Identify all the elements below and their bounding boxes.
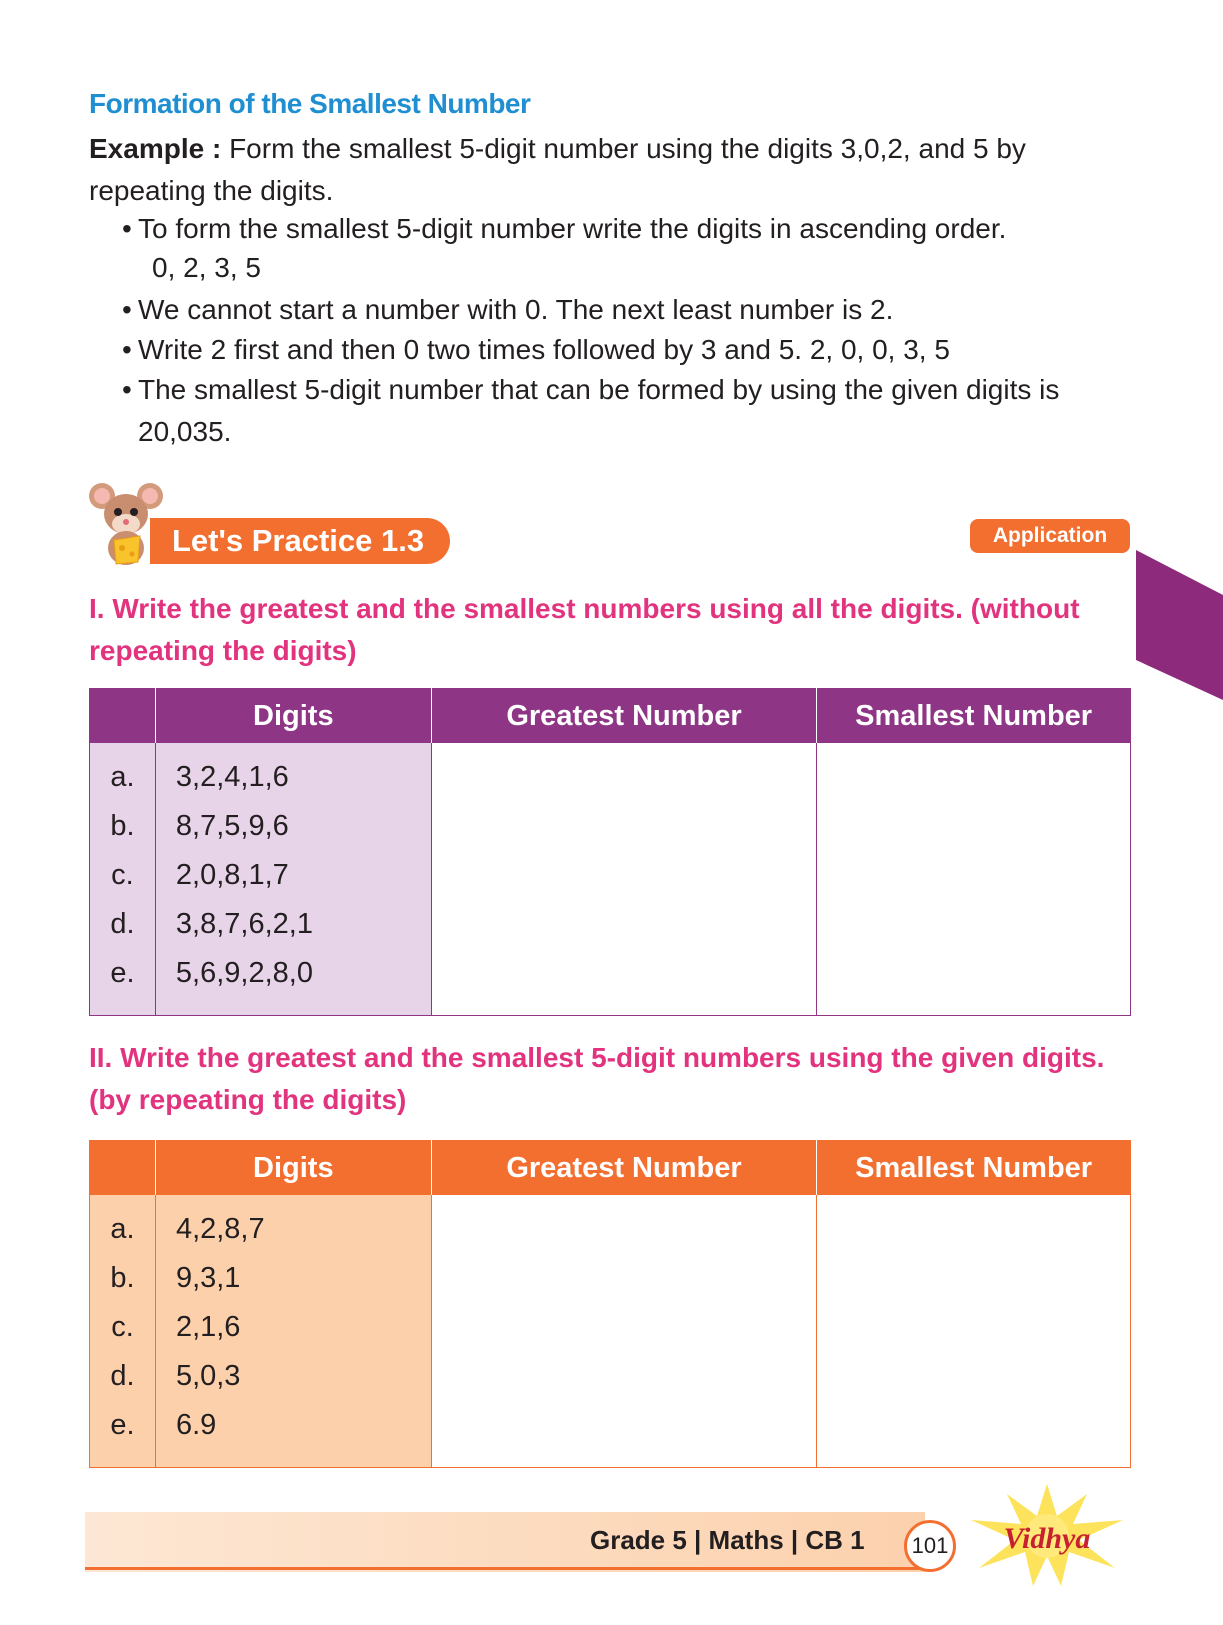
header-smallest-number: Smallest Number: [817, 1141, 1131, 1196]
row-label: a.: [110, 1213, 135, 1245]
digits-value: 6.9: [175, 1409, 217, 1441]
greatest-number-answer-cell[interactable]: [431, 1195, 817, 1468]
practice-title: Let's Practice 1.3: [150, 518, 450, 564]
digits-value: 4,2,8,7: [175, 1213, 265, 1245]
digits-value: 5,0,3: [175, 1360, 241, 1392]
question-1-text: I. Write the greatest and the smallest numbers using all the digits. (without repeating the digits): [89, 593, 1080, 666]
digits-value: 9,3,1: [175, 1262, 241, 1294]
header-greatest-number: Greatest Number: [431, 689, 817, 744]
bullet-item: • Write 2 first and then 0 two times followed by 3 and 5. 2, 0, 0, 3, 5: [122, 334, 950, 365]
digits-value: 3,2,4,1,6: [175, 761, 289, 793]
table-body-row: [90, 743, 1131, 1016]
example-text: Form the smallest 5-digit number using the digits 3,0,2, and 5 by repeating the digits.: [89, 133, 1026, 206]
question-1-table: [89, 688, 1131, 1016]
labels-cell: [90, 1195, 156, 1468]
smallest-number-answer-cell[interactable]: [817, 743, 1131, 1016]
example-label: Example :: [89, 133, 222, 164]
bullet-text: The smallest 5-digit number that can be formed by using the given digits is 20,035.: [138, 374, 1060, 447]
example-paragraph: [89, 128, 1139, 212]
header-greatest-number: Greatest Number: [431, 1141, 817, 1196]
digits-value: 8,7,5,9,6: [175, 810, 289, 842]
logo-wordmark: Vidhya: [1003, 1522, 1091, 1555]
header-digits: Digits: [155, 1141, 431, 1196]
row-label: c.: [111, 1311, 134, 1343]
bullet-text: Write 2 first and then 0 two times followed by 3 and 5. 2, 0, 0, 3, 5: [138, 334, 950, 365]
row-label: e.: [110, 957, 135, 989]
header-blank: [90, 1141, 156, 1196]
bullet-item: • The smallest 5-digit number that can be formed by using the given digits is 20,035.: [122, 374, 1060, 447]
section-heading: Formation of the Smallest Number: [89, 88, 531, 119]
row-label: b.: [110, 810, 135, 842]
digits-value: 2,0,8,1,7: [175, 859, 289, 891]
header-digits: Digits: [155, 689, 431, 744]
digits-value: 2,1,6: [175, 1311, 241, 1343]
ascending-digits: 0, 2, 3, 5: [152, 252, 261, 283]
page-number: 101: [904, 1520, 956, 1572]
digits-cell: [155, 743, 431, 1016]
digits-cell: [155, 1195, 431, 1468]
bullet-item: • We cannot start a number with 0. The next least number is 2.: [122, 294, 894, 325]
question-2-table: [89, 1140, 1131, 1468]
row-label: b.: [110, 1262, 135, 1294]
header-blank: [90, 689, 156, 744]
mouse-mascot-icon: [88, 478, 164, 568]
application-badge: Application: [970, 519, 1130, 553]
side-tab-decoration: [1136, 550, 1223, 700]
bullet-text: We cannot start a number with 0. The next least number is 2.: [138, 294, 894, 325]
labels-cell: [90, 743, 156, 1016]
digits-value: 5,6,9,2,8,0: [175, 957, 313, 989]
bullet-item: • To form the smallest 5-digit number write the digits in ascending order.: [122, 213, 1007, 244]
smallest-number-answer-cell[interactable]: [817, 1195, 1131, 1468]
vidhya-logo-icon: [965, 1480, 1130, 1590]
header-smallest-number: Smallest Number: [817, 689, 1131, 744]
footer-divider: [85, 1567, 925, 1570]
row-label: a.: [110, 761, 135, 793]
table-body-row: [90, 1195, 1131, 1468]
digits-value: 3,8,7,6,2,1: [175, 908, 313, 940]
bullet-text: To form the smallest 5-digit number write the digits in ascending order.: [138, 213, 1007, 244]
greatest-number-answer-cell[interactable]: [431, 743, 817, 1016]
table-header-row: [90, 1141, 1131, 1196]
footer-text: Grade 5 | Maths | CB 1: [590, 1525, 865, 1555]
row-label: c.: [111, 859, 134, 891]
row-label: d.: [110, 1360, 135, 1392]
row-label: e.: [110, 1409, 135, 1441]
table-header-row: [90, 689, 1131, 744]
row-label: d.: [110, 908, 135, 940]
question-2-text: II. Write the greatest and the smallest 5-digit numbers using the given digits. (by repeating the digits): [89, 1042, 1105, 1115]
